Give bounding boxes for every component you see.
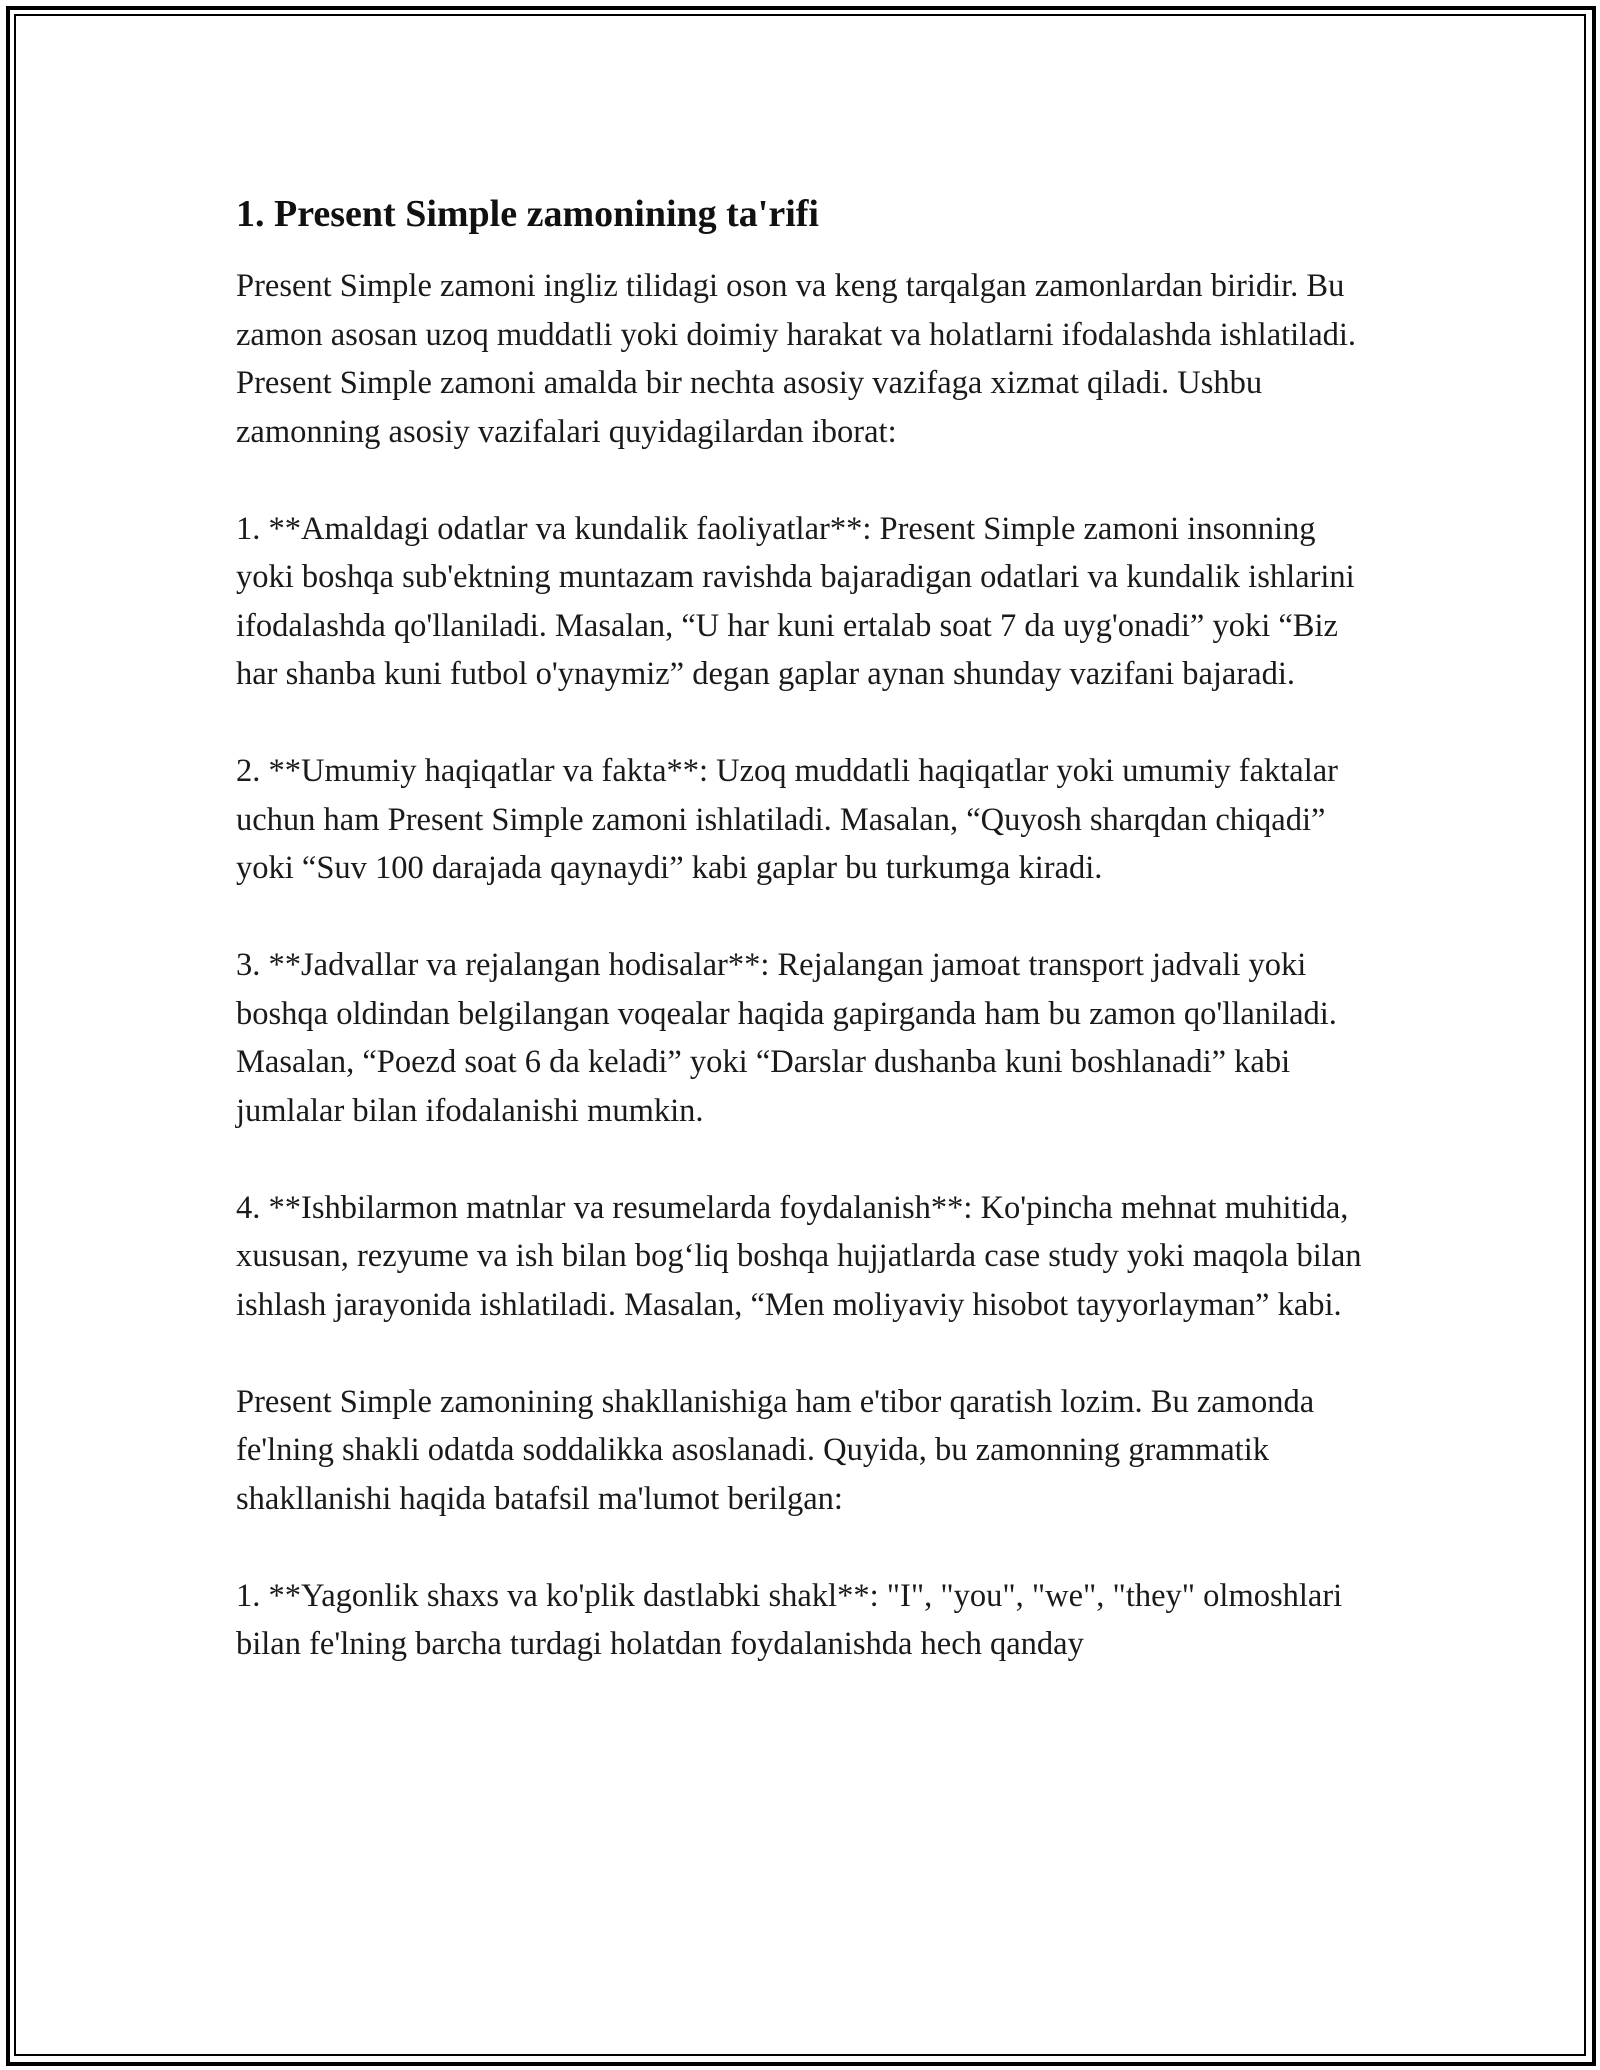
paragraph-item-4: 4. **Ishbilarmon matnlar va resumelarda foydalanish**: Ko'pincha mehnat muhitida, xususan, rezyume va ish bilan bog‘liq boshqa hujjatlarda case study yoki maqola bilan ishlash jarayonida ishlatiladi. Masalan, “Men moliyaviy hisobot tayyorlayman” kabi. bbox=[236, 1189, 1362, 1323]
paragraph-formation-item-1: 1. **Yagonlik shaxs va ko'plik dastlabki shakl**: "I", "you", "we", "they" olmoshlari bilan fe'lning barcha turdagi holatdan foydalanishda hech qanday bbox=[236, 1577, 1343, 1662]
paragraph-item-1: 1. **Amaldagi odatlar va kundalik faoliyatlar**: Present Simple zamoni insonning yoki boshqa sub'ektning muntazam ravishda bajaradigan odatlari va kundalik ishlarini ifodalashda qo'llaniladi. Masalan, “U har kuni ertalab soat 7 da uyg'onadi” yoki “Biz har shanba kuni futbol o'ynaymiz” degan gaplar aynan shunday vazifani bajaradi. bbox=[236, 510, 1355, 692]
paragraph-formation: Present Simple zamonining shakllanishiga ham e'tibor qaratish lozim. Bu zamonda fe'lning shakli odatda soddalikka asoslanadi. Quyida, bu zamonning grammatik shakllanishi haqida batafsil ma'lumot berilgan: bbox=[236, 1383, 1315, 1517]
paragraph-intro: Present Simple zamoni ingliz tilidagi oson va keng tarqalgan zamonlardan biridir. Bu zamon asosan uzoq muddatli yoki doimiy harakat va holatlarni ifodalashda ishlatiladi. Present Simple zamoni amalda bir nechta asosiy vazifaga xizmat qiladi. Ushbu zamonning asosiy vazifalari quyidagilardan iborat: bbox=[236, 268, 1357, 450]
paragraph-item-2: 2. **Umumiy haqiqatlar va fakta**: Uzoq muddatli haqiqatlar yoki umumiy faktalar uchun ham Present Simple zamoni ishlatiladi. Masalan, “Quyosh sharqdan chiqadi” yoki “Suv 100 darajada qaynaydi” kabi gaplar bu turkumga kiradi. bbox=[236, 753, 1339, 886]
section-heading: 1. Present Simple zamonining ta'rifi bbox=[236, 193, 819, 235]
document-body bbox=[236, 190, 1366, 1717]
paragraph-item-3: 3. **Jadvallar va rejalangan hodisalar**: Rejalangan jamoat transport jadvali yoki boshqa oldindan belgilangan voqealar haqida gapirganda ham bu zamon qo'llaniladi. Masalan, “Poezd soat 6 da keladi” yoki “Darslar dushanba kuni boshlanadi” kabi jumlalar bilan ifodalanishi mumkin. bbox=[236, 947, 1337, 1129]
